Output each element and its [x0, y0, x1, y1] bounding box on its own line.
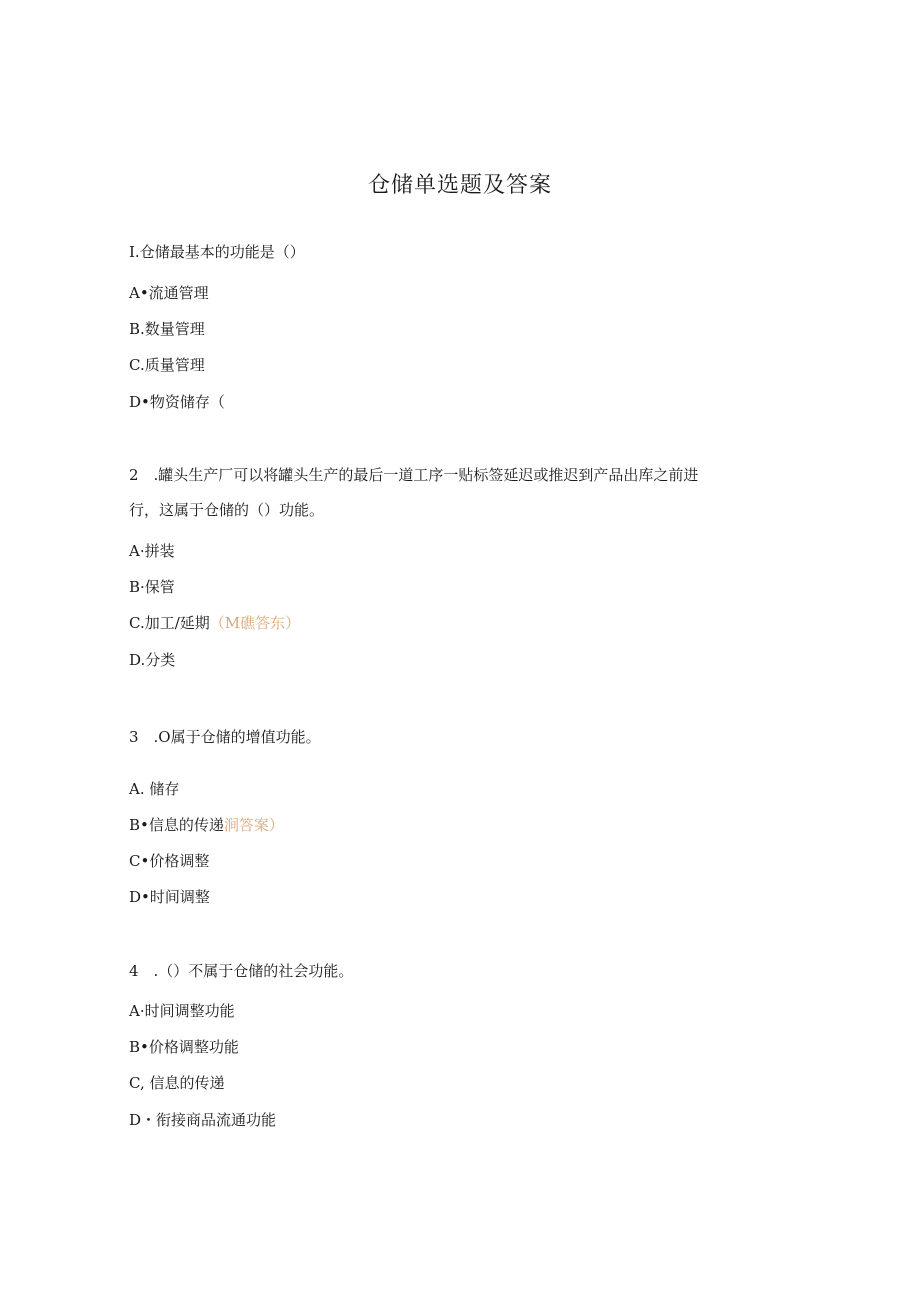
question-1-option-b: B.数量管理 — [129, 320, 205, 338]
question-3-option-c: C•价格调整 — [129, 852, 210, 870]
question-1-option-c: C.质量管理 — [129, 356, 205, 374]
question-4-option-a: A·时间调整功能 — [129, 1002, 235, 1020]
question-2-option-b: B·保管 — [129, 578, 175, 596]
question-2-option-a: A·拼装 — [129, 542, 175, 560]
page-title: 仓储单选题及答案 — [367, 173, 552, 198]
question-2-option-c: C.加工/延期 — [129, 614, 210, 632]
question-1-stem: I.仓储最基本的功能是（） — [129, 243, 305, 261]
question-2-option-c-row — [129, 613, 300, 633]
question-1-option-d: D•物资储存（ — [129, 393, 225, 411]
question-1-option-a: A•流通管理 — [129, 284, 209, 302]
question-3-stem: 3 .O属于仓储的增值功能。 — [129, 728, 321, 746]
question-2-answer-hint: （M礁答东） — [209, 614, 301, 632]
question-3-option-a: A. 储存 — [129, 780, 180, 798]
question-2-stem-line-1: 2 .罐头生产厂可以将罐头生产的最后一道工序一贴标签延迟或推迟到产品出库之前进 — [129, 466, 699, 484]
question-2-stem-line-2: 行，这属于仓储的（）功能。 — [129, 501, 325, 519]
question-3-option-d: D•时间调整 — [129, 888, 210, 906]
question-2-option-d: D.分类 — [129, 651, 176, 669]
question-4-stem: 4 .（）不属于仓储的社会功能。 — [129, 962, 354, 980]
question-4-option-b: B•价格调整功能 — [129, 1038, 239, 1056]
question-3-answer-hint: 涧答案） — [223, 816, 284, 834]
question-4-option-d: D・衔接商品流通功能 — [129, 1111, 277, 1129]
question-3-option-b-row — [129, 815, 284, 835]
question-4-option-c: C, 信息的传递 — [129, 1074, 225, 1092]
question-3-option-b: B•信息的传递 — [129, 816, 224, 834]
